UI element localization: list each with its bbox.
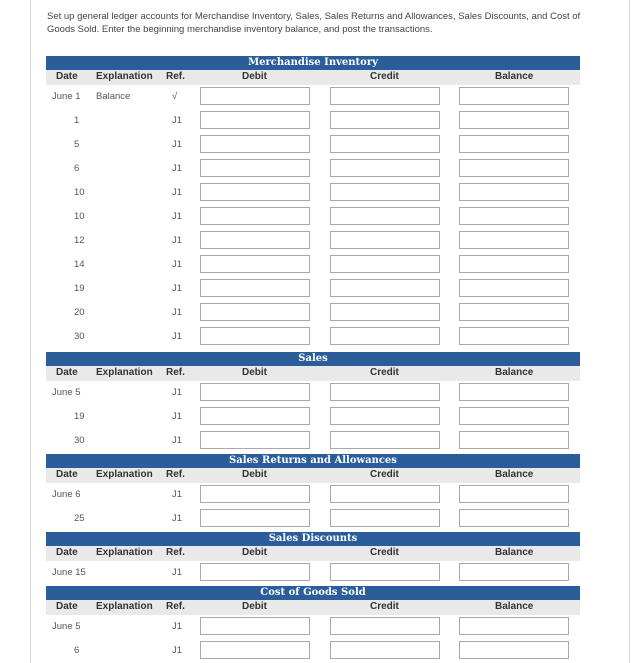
credit-header: Credit	[370, 547, 399, 558]
explanation-header: Explanation	[96, 367, 153, 378]
debit-input[interactable]	[200, 135, 310, 153]
debit-header: Debit	[242, 71, 267, 82]
debit-input[interactable]	[200, 327, 310, 345]
credit-input[interactable]	[330, 255, 440, 273]
ref-header: Ref.	[166, 469, 185, 480]
date-header: Date	[56, 547, 78, 558]
row-date: 6	[74, 645, 80, 656]
debit-input[interactable]	[200, 111, 310, 129]
explanation-header: Explanation	[96, 469, 153, 480]
credit-input[interactable]	[330, 431, 440, 449]
credit-header: Credit	[370, 367, 399, 378]
column-header-row	[46, 546, 580, 561]
row-date: June 15	[52, 567, 86, 578]
ledger-row	[46, 615, 580, 639]
debit-input[interactable]	[200, 279, 310, 297]
row-ref: J1	[172, 489, 183, 500]
row-ref: J1	[172, 387, 183, 398]
credit-input[interactable]	[330, 563, 440, 581]
row-date: June 6	[52, 489, 81, 500]
balance-input[interactable]	[459, 641, 569, 659]
credit-input[interactable]	[330, 617, 440, 635]
credit-input[interactable]	[330, 207, 440, 225]
credit-header: Credit	[370, 71, 399, 82]
balance-input[interactable]	[459, 159, 569, 177]
debit-input[interactable]	[200, 641, 310, 659]
ledger-row	[46, 133, 580, 157]
row-ref: √	[172, 91, 178, 102]
debit-header: Debit	[242, 601, 267, 612]
ledger-row	[46, 507, 580, 531]
row-date: 30	[74, 435, 85, 446]
ledger-row	[46, 325, 580, 349]
credit-input[interactable]	[330, 111, 440, 129]
row-date: 25	[74, 513, 85, 524]
row-date: 12	[74, 235, 85, 246]
row-ref: J1	[172, 621, 183, 632]
ref-header: Ref.	[166, 367, 185, 378]
debit-input[interactable]	[200, 407, 310, 425]
debit-input[interactable]	[200, 159, 310, 177]
ref-header: Ref.	[166, 601, 185, 612]
balance-header: Balance	[495, 367, 534, 378]
explanation-header: Explanation	[96, 71, 153, 82]
ledger-cost-of-goods-sold	[46, 586, 580, 663]
row-ref: J1	[172, 567, 183, 578]
balance-input[interactable]	[459, 255, 569, 273]
row-date: 14	[74, 259, 85, 270]
row-ref: J1	[172, 211, 183, 222]
balance-header: Balance	[495, 547, 534, 558]
debit-input[interactable]	[200, 485, 310, 503]
debit-input[interactable]	[200, 303, 310, 321]
debit-input[interactable]	[200, 563, 310, 581]
row-ref: J1	[172, 283, 183, 294]
debit-input[interactable]	[200, 231, 310, 249]
ledger-sales-discounts	[46, 532, 580, 585]
row-ref: J1	[172, 411, 183, 422]
ledger-row	[46, 561, 580, 585]
instructions-text: Set up general ledger accounts for Merchandise Inventory, Sales, Sales Returns and Allowances, Sales Discounts, and Cost of Goods Sold. Enter the beginning merchandise inventory balance, and post the transactions.	[47, 11, 581, 35]
debit-input[interactable]	[200, 617, 310, 635]
debit-input[interactable]	[200, 383, 310, 401]
ledger-row	[46, 229, 580, 253]
debit-input[interactable]	[200, 207, 310, 225]
ledger-row	[46, 301, 580, 325]
balance-input[interactable]	[459, 303, 569, 321]
row-ref: J1	[172, 307, 183, 318]
debit-header: Debit	[242, 547, 267, 558]
ref-header: Ref.	[166, 71, 185, 82]
credit-input[interactable]	[330, 303, 440, 321]
balance-input[interactable]	[459, 231, 569, 249]
ledger-row	[46, 253, 580, 277]
credit-input[interactable]	[330, 407, 440, 425]
row-ref: J1	[172, 235, 183, 246]
ledger-row	[46, 405, 580, 429]
debit-header: Debit	[242, 469, 267, 480]
row-date: 19	[74, 411, 85, 422]
ledger-row	[46, 483, 580, 507]
balance-input[interactable]	[459, 135, 569, 153]
ledger-row	[46, 381, 580, 405]
row-ref: J1	[172, 513, 183, 524]
balance-header: Balance	[495, 469, 534, 480]
balance-input[interactable]	[459, 207, 569, 225]
debit-input[interactable]	[200, 87, 310, 105]
row-date: 10	[74, 187, 85, 198]
ledger-sales	[46, 352, 580, 453]
row-ref: J1	[172, 331, 183, 342]
ledger-row	[46, 181, 580, 205]
date-header: Date	[56, 71, 78, 82]
row-date: June 1	[52, 91, 81, 102]
ledger-row	[46, 429, 580, 453]
row-ref: J1	[172, 645, 183, 656]
ledger-row	[46, 85, 580, 109]
row-date: 20	[74, 307, 85, 318]
row-date: 1	[74, 115, 80, 126]
balance-input[interactable]	[459, 617, 569, 635]
balance-input[interactable]	[459, 563, 569, 581]
debit-header: Debit	[242, 367, 267, 378]
debit-input[interactable]	[200, 183, 310, 201]
ledger-title: Sales Discounts	[46, 532, 580, 546]
credit-input[interactable]	[330, 641, 440, 659]
credit-input[interactable]	[330, 231, 440, 249]
ledger-title: Sales	[46, 352, 580, 366]
credit-header: Credit	[370, 469, 399, 480]
credit-input[interactable]	[330, 183, 440, 201]
ledger-row	[46, 277, 580, 301]
row-date: 6	[74, 163, 80, 174]
row-date: 10	[74, 211, 85, 222]
row-ref: J1	[172, 139, 183, 150]
column-header-row	[46, 468, 580, 483]
row-date: June 5	[52, 621, 81, 632]
balance-header: Balance	[495, 601, 534, 612]
ledger-row	[46, 157, 580, 181]
debit-input[interactable]	[200, 509, 310, 527]
balance-input[interactable]	[459, 327, 569, 345]
ref-header: Ref.	[166, 547, 185, 558]
balance-input[interactable]	[459, 383, 569, 401]
date-header: Date	[56, 601, 78, 612]
date-header: Date	[56, 367, 78, 378]
row-date: 30	[74, 331, 85, 342]
ledger-row	[46, 109, 580, 133]
balance-input[interactable]	[459, 407, 569, 425]
row-date: 5	[74, 139, 80, 150]
debit-input[interactable]	[200, 255, 310, 273]
credit-input[interactable]	[330, 279, 440, 297]
column-header-row	[46, 70, 580, 85]
row-date: June 5	[52, 387, 81, 398]
ledger-merchandise-inventory	[46, 56, 580, 349]
row-ref: J1	[172, 163, 183, 174]
credit-header: Credit	[370, 601, 399, 612]
row-ref: J1	[172, 187, 183, 198]
balance-input[interactable]	[459, 279, 569, 297]
column-header-row	[46, 600, 580, 615]
credit-input[interactable]	[330, 383, 440, 401]
row-ref: J1	[172, 259, 183, 270]
row-ref: J1	[172, 115, 183, 126]
debit-input[interactable]	[200, 431, 310, 449]
ledger-sales-returns-and-allowances	[46, 454, 580, 531]
balance-input[interactable]	[459, 509, 569, 527]
ledger-title: Cost of Goods Sold	[46, 586, 580, 600]
balance-input[interactable]	[459, 111, 569, 129]
row-date: 19	[74, 283, 85, 294]
balance-input[interactable]	[459, 431, 569, 449]
balance-input[interactable]	[459, 485, 569, 503]
credit-input[interactable]	[330, 135, 440, 153]
credit-input[interactable]	[330, 87, 440, 105]
ledger-row	[46, 205, 580, 229]
explanation-header: Explanation	[96, 547, 153, 558]
column-header-row	[46, 366, 580, 381]
credit-input[interactable]	[330, 485, 440, 503]
credit-input[interactable]	[330, 327, 440, 345]
balance-input[interactable]	[459, 183, 569, 201]
row-ref: J1	[172, 435, 183, 446]
row-explanation: Balance	[96, 91, 131, 102]
date-header: Date	[56, 469, 78, 480]
ledger-row	[46, 639, 580, 663]
credit-input[interactable]	[330, 509, 440, 527]
explanation-header: Explanation	[96, 601, 153, 612]
balance-input[interactable]	[459, 87, 569, 105]
ledger-title: Sales Returns and Allowances	[46, 454, 580, 468]
ledger-title: Merchandise Inventory	[46, 56, 580, 70]
balance-header: Balance	[495, 71, 534, 82]
credit-input[interactable]	[330, 159, 440, 177]
